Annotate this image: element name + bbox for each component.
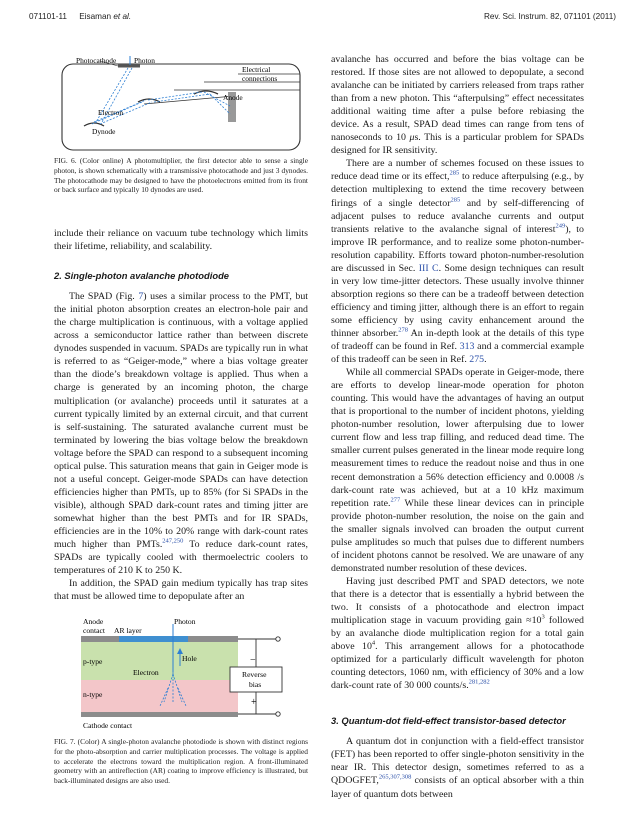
anode-contact bbox=[81, 636, 119, 642]
label-photon: Photon bbox=[134, 56, 155, 65]
citation[interactable]: 265,307,308 bbox=[378, 774, 412, 782]
label-electron: Electron bbox=[98, 108, 124, 117]
reference-link[interactable]: 275 bbox=[469, 354, 485, 366]
running-header-journal: Rev. Sci. Instrum. 82, 071101 (2011) bbox=[484, 12, 616, 21]
figure-6-photomultiplier bbox=[54, 56, 308, 154]
label-p-type: p-type bbox=[83, 657, 103, 666]
label-electrical: Electrical bbox=[242, 65, 271, 74]
label-plus: + bbox=[251, 697, 257, 708]
paragraph-spad-1: The SPAD (Fig. 7) uses a similar process to the PMT, but the initial photon absorption creates an electron-hole pair and the charge multiplication is continuous, with a voltage applied across a semiconductor lattice rather than between discrete dynodes suspended in vacuum. SPADs are typically run in what is referred to as “Geiger-mode,” where a bias voltage greater than the diode’s breakdown voltage is applied. Thus when a charge is generated by an incoming photon, the charge multiplication (or avalanche) proceeds until it saturates at a current typically limited by an external circuit, and that current is self-sustaining. The saturated avalanche current must be terminated by lowering the bias voltage below the breakdown voltage before the SPAD can respond to a subsequent incoming optical pulse. This saturation means that gain in Geiger mode is not a useful concept. Geiger-mode SPADs can have detection efficiencies higher than PMTs, up to 85% (for Si SPADs in the visible), although SPAD dark-count rates and timing jitter are somewhat higher than the best PMTs and for IR SPADs, efficiencies are in the 10% to 20% range with dark-count rates much higher than PMTs.$^{247,250}$ To reduce dark-count rates, SPADs are typically cooled with thermoelectric coolers to temperatures of 210 K to 250 K. bbox=[54, 291, 308, 577]
author-etal: et al. bbox=[111, 12, 132, 21]
citation[interactable]: 249 bbox=[555, 222, 566, 230]
label-ar-layer: AR layer bbox=[114, 626, 142, 635]
paragraph-qdogfet: A quantum dot in conjunction with a field-effect transistor (FET) has been reported to offer single-photon sensitivity in the near IR. This detector design, sometimes referred to as a QDOGFET,$^{265,307,308}$ consists of an optical absorber with a thin layer of quantum dots between bbox=[331, 736, 584, 800]
label-electron: Electron bbox=[133, 668, 159, 677]
figure-7-spad bbox=[54, 612, 308, 732]
citation[interactable]: 285 bbox=[450, 196, 461, 204]
section-link[interactable]: III C bbox=[418, 262, 439, 274]
section-heading-qdogfet: 3. Quantum-dot field-effect transistor-based detector bbox=[331, 715, 566, 727]
paragraph-spad-2: In addition, the SPAD gain medium typically has trap sites that must be allowed time to depopulate after an bbox=[54, 578, 308, 603]
paragraph-afterpulsing: avalanche has occurred and before the bias voltage can be restored. If those sites are not allowed to depopulate, a second avalanche can be initiated by carriers released from traps rather than from a new photon. This “afterpulsing” effect necessitates additional waiting time after a pulse before rebiasing the device. As a result, SPAD dead times can range from tens of nanoseconds to 10 μs. This is a particular problem for SPADs designed for IR sensitivity. bbox=[331, 54, 584, 157]
citation[interactable]: 281,282 bbox=[468, 678, 490, 686]
ar-coating bbox=[119, 636, 188, 642]
citation[interactable]: 247,250 bbox=[162, 537, 184, 545]
photomultiplier-diagram bbox=[54, 56, 308, 154]
label-anode: Anode bbox=[83, 617, 104, 626]
label-photon: Photon bbox=[174, 617, 196, 626]
figure-6-caption: FIG. 6. (Color online) A photomultiplier, the first detector able to sense a single photon, is shown schematically with a transmissive photocathode and just 3 dynodes. The photocathode may be designed to have the photoelectrons emitted from its front or back surface and typically 10 dynodes are used. bbox=[54, 156, 308, 195]
label-contact: contact bbox=[83, 626, 105, 635]
label-dynode: Dynode bbox=[92, 127, 116, 136]
label-connections: connections bbox=[242, 74, 278, 83]
left-column-text bbox=[54, 227, 308, 603]
running-header-left bbox=[29, 12, 131, 21]
reference-link[interactable]: 313 bbox=[459, 341, 475, 353]
label-minus: − bbox=[250, 655, 256, 666]
fig-7-link[interactable]: 7 bbox=[138, 291, 144, 303]
citation[interactable]: 285 bbox=[449, 170, 460, 178]
anode-contact-right bbox=[188, 636, 238, 642]
page-number: 071101-11 bbox=[29, 12, 67, 21]
label-bias: bias bbox=[249, 680, 262, 689]
spad-diagram bbox=[54, 612, 308, 732]
right-column-text bbox=[331, 53, 584, 801]
paragraph-intro: include their reliance on vacuum tube technology which limits their lifetime, reliability, and scalability. bbox=[54, 228, 308, 253]
citation[interactable]: 277 bbox=[390, 496, 401, 504]
citation[interactable]: 278 bbox=[398, 326, 408, 334]
label-n-type: n-type bbox=[83, 690, 103, 699]
n-type-region bbox=[81, 680, 238, 712]
cathode-contact bbox=[81, 712, 238, 717]
label-anode: Anode bbox=[223, 93, 243, 102]
label-photocathode: Photocathode bbox=[76, 56, 117, 65]
author-name: Eisaman bbox=[79, 12, 112, 21]
paragraph-dead-time-schemes: There are a number of schemes focused on these issues to reduce dead time or its effect,$^{285}$ to reduce afterpulsing (e.g., by detection multiplexing to extend the time recovery between firings of a single detector$^{285}$ and by self-differencing of adjacent pulses to reduce avalanche currents and output transients relative to the avalanche signal of interest$^{249}$), to improve IR performance, and to realize some photon-number-resolution capability. Efforts toward photon-number-resolution are discussed in Sec. III C. Some design techniques can result in very low time-jitter detectors. These usually involve thinner absorption regions so there can be a tradeoff between detection efficiency and timing jitter, although there is an effort to regain some efficiency by using cavity enhancement around the thinner absorber.$^{278}$ An in-depth look at the details of this type of tradeoff can be found in Ref. 313 and a commercial example of this tradeoff can be seen in Ref. 275. bbox=[331, 158, 585, 366]
label-cathode-contact: Cathode contact bbox=[83, 721, 133, 730]
paragraph-hybrid-detector: Having just described PMT and SPAD detectors, we note that there is a detector that is essentially a hybrid between the two. It consists of a photocathode and electron impact multiplication stage in vacuum providing gain $\approx 10^3$ followed by an avalanche diode multiplication region for a total gain above $10^4$. This arrangement allows for a photocathode optimized for a particularly difficult wavelength for photon counting detectors, 1060 nm, with efficiency of 30% and a low dark-count rate of 30 000 counts/s.$^{281,282}$ bbox=[331, 575, 584, 692]
section-heading-spad: 2. Single-photon avalanche photodiode bbox=[54, 270, 230, 282]
paragraph-linear-mode: While all commercial SPADs operate in Geiger-mode, there are efforts to develop linear-mode operation for photon counting. This would have the advantages of having an output that is proportional to the number of incident photons, yielding photon-number resolution, lower afterpulsing due to lower current flow and less trap filling, and reduced dead time. The smaller current pulses generated in the linear mode require long measurement times to reduce the readout noise and thus in one recent demonstration a 56% detection efficiency and 0.0008 /s dark-count rate was achieved, but at a 10 kHz maximum repetition rate.$^{277}$ While these linear devices can in principle provide photon-number resolution, the noise on the gain and the smaller signals involved can broaden the output current pulse amplitudes so much that pulses due to different numbers of incident photons cannot be resolved. We are unaware of any demonstrated number resolution of these devices. bbox=[331, 367, 585, 574]
label-hole: Hole bbox=[182, 654, 197, 663]
figure-7-caption: FIG. 7. (Color) A single-photon avalanche photodiode is shown with distinct regions for the photo-absorption and carrier multiplication processes. The voltage is applied to accelerate the electrons toward the multiplication region. A front-illuminated geometry with an antireflection (AR) coating to improve efficiency is illustrated, but back-illuminated designs are also used. bbox=[54, 737, 308, 786]
p-type-region bbox=[81, 642, 238, 680]
label-reverse: Reverse bbox=[242, 670, 267, 679]
